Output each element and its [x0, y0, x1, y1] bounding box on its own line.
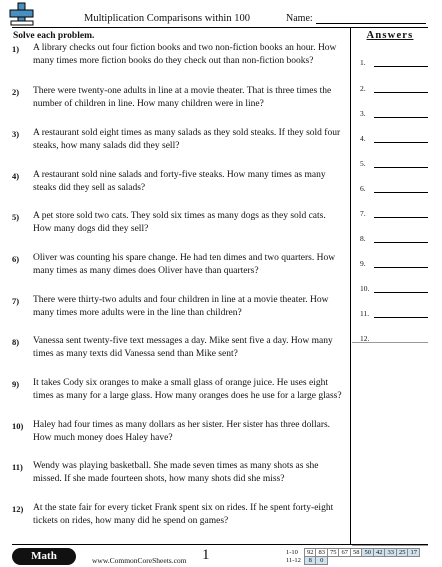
answer-line[interactable]	[374, 167, 428, 168]
answers-title: Answers	[366, 30, 414, 41]
answer-area-blank	[352, 342, 428, 546]
question-number: 2)	[12, 87, 20, 97]
score-table	[284, 548, 420, 565]
worksheet-header	[0, 0, 442, 28]
question-text: A restaurant sold eight times as many salads as they sold steaks. If they sold four steaks, how many salads did they sell?	[33, 128, 341, 151]
score-row	[284, 549, 419, 557]
question-text: Oliver was counting his spare change. He had ten dimes and two quarters. How many times as many dimes does Oliver have than quarters?	[33, 253, 336, 276]
score-cell: 83	[316, 549, 328, 557]
score-cell: 50	[362, 549, 374, 557]
question-number: 12)	[12, 504, 24, 514]
question-text: Vanessa sent twenty-five text messages a day. Mike sent five a day. How many times as many texts did Vanessa send than Mike sent?	[33, 336, 333, 359]
answer-line[interactable]	[374, 292, 428, 293]
header-divider	[12, 27, 428, 28]
answer-column-divider	[350, 27, 351, 545]
question-12	[12, 502, 342, 528]
answer-number: 5.	[360, 159, 366, 168]
question-7	[12, 294, 342, 320]
answer-line[interactable]	[374, 92, 428, 93]
answer-line[interactable]	[374, 66, 428, 67]
answer-line[interactable]	[374, 317, 428, 318]
score-cell: 58	[350, 549, 362, 557]
question-number: 10)	[12, 421, 24, 431]
answer-number: 9.	[360, 259, 366, 268]
name-line[interactable]	[316, 23, 426, 24]
name-label: Name:	[286, 13, 313, 24]
score-cell: 33	[385, 549, 397, 557]
question-number: 5)	[12, 212, 20, 222]
question-4	[12, 169, 342, 195]
worksheet-title: Multiplication Comparisons within 100	[84, 13, 250, 24]
answer-number: 11.	[360, 309, 370, 318]
question-2	[12, 85, 342, 111]
score-cell: 17	[408, 549, 420, 557]
question-5	[12, 210, 342, 236]
question-number: 11)	[12, 462, 23, 472]
answer-number: 8.	[360, 234, 366, 243]
answer-number: 2.	[360, 84, 366, 93]
plus-logo-icon	[9, 2, 35, 26]
answer-line[interactable]	[374, 217, 428, 218]
question-number: 4)	[12, 171, 20, 181]
score-cell: 75	[327, 549, 339, 557]
question-3	[12, 127, 342, 153]
page-number: 1	[202, 547, 210, 563]
answer-number: 10.	[360, 284, 370, 293]
question-text: It takes Cody six oranges to make a small glass of orange juice. He uses eight times as many for a large glass. How many oranges does he use for a large glass?	[33, 378, 342, 401]
question-number: 3)	[12, 129, 20, 139]
site-url: www.CommonCoreSheets.com	[92, 556, 187, 565]
question-number: 9)	[12, 379, 20, 389]
answer-line[interactable]	[374, 192, 428, 193]
score-cell: 92	[304, 549, 316, 557]
instructions: Solve each problem.	[13, 31, 95, 41]
score-cell: 0	[316, 557, 328, 565]
question-8	[12, 335, 342, 361]
score-row-label: 1-10	[286, 549, 298, 556]
score-cell: 67	[339, 549, 351, 557]
question-text: At the state fair for every ticket Frank spent six on rides. If he spent forty-eight tickets on rides, how many did he spend on games?	[33, 503, 334, 526]
answer-number: 7.	[360, 209, 366, 218]
score-row	[284, 557, 419, 565]
question-text: Wendy was playing basketball. She made seven times as many shots as she missed. If she made fourteen shots, how many shots did she miss?	[33, 461, 319, 484]
question-text: Haley had four times as many dollars as her sister. Her sister has three dollars. How much money does Haley have?	[33, 420, 331, 443]
answer-number: 4.	[360, 134, 366, 143]
answer-line[interactable]	[374, 242, 428, 243]
question-number: 7)	[12, 296, 20, 306]
score-cell: 25	[396, 549, 408, 557]
answer-number: 1.	[360, 58, 366, 67]
subject-badge: Math	[12, 548, 76, 565]
answer-line[interactable]	[374, 142, 428, 143]
answer-number: 3.	[360, 109, 366, 118]
answer-number: 12.	[360, 334, 370, 343]
footer-divider	[12, 544, 428, 545]
answer-line[interactable]	[374, 117, 428, 118]
question-1	[12, 42, 342, 68]
question-9	[12, 377, 342, 403]
question-number: 1)	[12, 44, 20, 54]
answer-line[interactable]	[374, 267, 428, 268]
score-cell: 8	[304, 557, 316, 565]
score-row-label: 11-12	[286, 557, 301, 564]
question-text: There were twenty-one adults in line at a movie theater. That is three times the number of children in line. How many children were in line?	[33, 86, 332, 109]
score-cell: 42	[373, 549, 385, 557]
question-text: A library checks out four fiction books and two non-fiction books an hour. How many times more fiction books do they check out than non-fiction books?	[33, 43, 337, 66]
question-6	[12, 252, 342, 278]
question-number: 6)	[12, 254, 20, 264]
question-11	[12, 460, 342, 486]
answer-number: 6.	[360, 184, 366, 193]
question-text: There were thirty-two adults and four children in line at a movie theater. How many times more adults were in the line than children?	[33, 295, 329, 318]
question-text: A pet store sold two cats. They sold six times as many dogs as they sold cats. How many dogs did they sell?	[33, 211, 326, 234]
question-10	[12, 419, 342, 445]
question-text: A restaurant sold nine salads and forty-five steaks. How many times as many steaks did they sell as salads?	[33, 170, 326, 193]
question-number: 8)	[12, 337, 20, 347]
